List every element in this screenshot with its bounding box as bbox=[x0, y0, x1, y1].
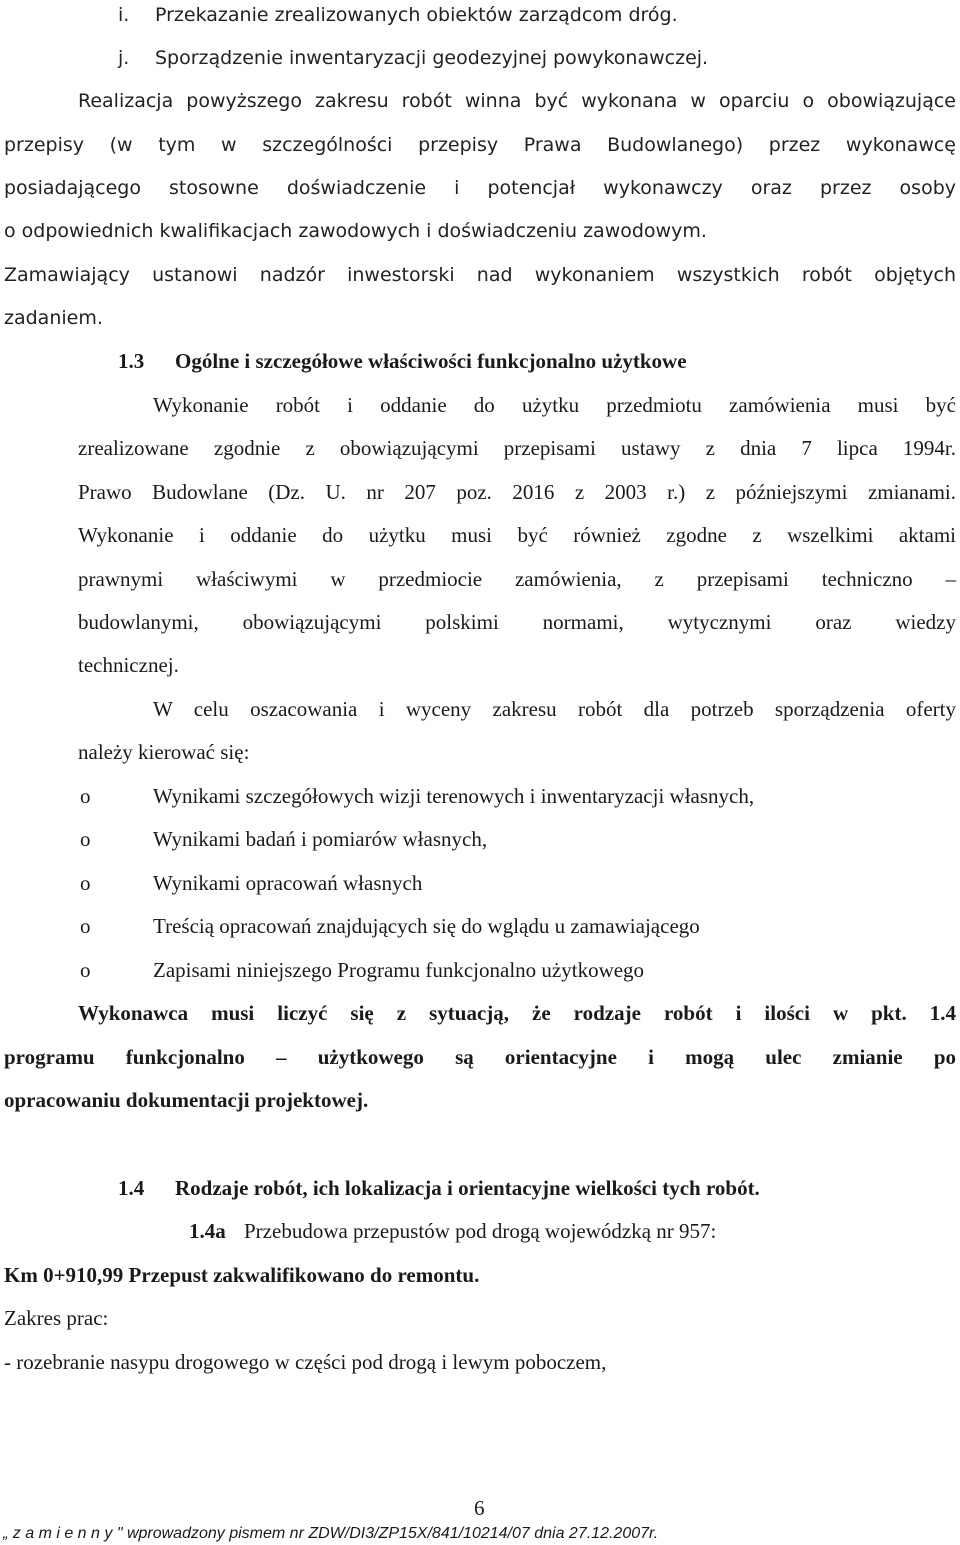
bold-para-line2: programu funkcjonalno – użytkowego są orientacyjne i mogą ulec zmianie po bbox=[4, 1045, 956, 1069]
bullet-marker: o bbox=[80, 871, 91, 895]
section-1-4-number: 1.4 bbox=[118, 1176, 145, 1200]
para3-line1: Wykonanie robót i oddanie do użytku przedmiotu zamówienia musi być bbox=[153, 393, 956, 417]
para3-line2: zrealizowane zgodnie z obowiązującymi przepisami ustawy z dnia 7 lipca 1994r. bbox=[78, 436, 956, 460]
dash-item: - rozebranie nasypu drogowego w części pod drogą i lewym poboczem, bbox=[4, 1350, 607, 1374]
para4-line1: W celu oszacowania i wyceny zakresu robót dla potrzeb sporządzenia oferty bbox=[153, 697, 956, 721]
bullet-item: Wynikami opracowań własnych bbox=[153, 871, 423, 895]
bullet-item: Treścią opracowań znajdujących się do wglądu u zamawiającego bbox=[153, 914, 700, 938]
para2-line1: Zamawiający ustanowi nadzór inwestorski nad wykonaniem wszystkich robót objętych bbox=[4, 264, 956, 286]
para1-line1: Realizacja powyższego zakresu robót winna być wykonana w oparciu o obowiązujące bbox=[78, 90, 956, 112]
sub-1-4a-number: 1.4a bbox=[189, 1219, 226, 1243]
section-1-3-number: 1.3 bbox=[118, 349, 145, 373]
page-number: 6 bbox=[474, 1496, 485, 1520]
bold-para-line3: opracowaniu dokumentacji projektowej. bbox=[4, 1088, 369, 1112]
para3-line7: technicznej. bbox=[78, 653, 179, 677]
list-item-j: Sporządzenie inwentaryzacji geodezyjnej powykonawczej. bbox=[155, 47, 709, 69]
para3-line3: Prawo Budowlane (Dz. U. nr 207 poz. 2016 z 2003 r.) z późniejszymi zmianami. bbox=[78, 480, 956, 504]
footer-note: „ z a m i e n n y " wprowadzony pismem nr ZDW/DI3/ZP15X/841/10214/07 dnia 27.12.2007r. bbox=[3, 1525, 659, 1542]
bullet-item: Wynikami szczegółowych wizji terenowych i inwentaryzacji własnych, bbox=[153, 784, 755, 808]
para4-line2: należy kierować się: bbox=[78, 740, 250, 764]
list-marker-j: j. bbox=[118, 47, 130, 69]
section-1-3-title: Ogólne i szczegółowe właściwości funkcjonalno użytkowe bbox=[175, 349, 687, 373]
para1-line2: przepisy (w tym w szczególności przepisy Prawa Budowlanego) przez wykonawcę bbox=[4, 134, 956, 156]
bullet-marker: o bbox=[80, 784, 91, 808]
bullet-item: Zapisami niniejszego Programu funkcjonalno użytkowego bbox=[153, 958, 645, 982]
para3-line5: prawnymi właściwymi w przedmiocie zamówienia, z przepisami techniczno – bbox=[78, 567, 956, 591]
para1-line3: posiadającego stosowne doświadczenie i potencjał wykonawczy oraz przez osoby bbox=[4, 177, 956, 199]
bullet-marker: o bbox=[80, 958, 91, 982]
para1-line4: o odpowiednich kwalifikacjach zawodowych i doświadczeniu zawodowym. bbox=[4, 220, 707, 242]
km-heading: Km 0+910,99 Przepust zakwalifikowano do remontu. bbox=[4, 1263, 480, 1287]
bold-para-line1: Wykonawca musi liczyć się z sytuacją, że rodzaje robót i ilości w pkt. 1.4 bbox=[78, 1001, 956, 1025]
bullet-marker: o bbox=[80, 914, 91, 938]
bullet-item: Wynikami badań i pomiarów własnych, bbox=[153, 827, 488, 851]
sub-1-4a-text: Przebudowa przepustów pod drogą wojewódzką nr 957: bbox=[244, 1219, 717, 1243]
zakres-label: Zakres prac: bbox=[4, 1306, 109, 1330]
para3-line6: budowlanymi, obowiązującymi polskimi normami, wytycznymi oraz wiedzy bbox=[78, 610, 956, 634]
para3-line4: Wykonanie i oddanie do użytku musi być również zgodne z wszelkimi aktami bbox=[78, 523, 956, 547]
para2-line2: zadaniem. bbox=[4, 307, 103, 329]
list-marker-i: i. bbox=[118, 4, 130, 26]
bullet-marker: o bbox=[80, 827, 91, 851]
section-1-4-title: Rodzaje robót, ich lokalizacja i orientacyjne wielkości tych robót. bbox=[175, 1176, 760, 1200]
list-item-i: Przekazanie zrealizowanych obiektów zarządcom dróg. bbox=[155, 4, 678, 26]
